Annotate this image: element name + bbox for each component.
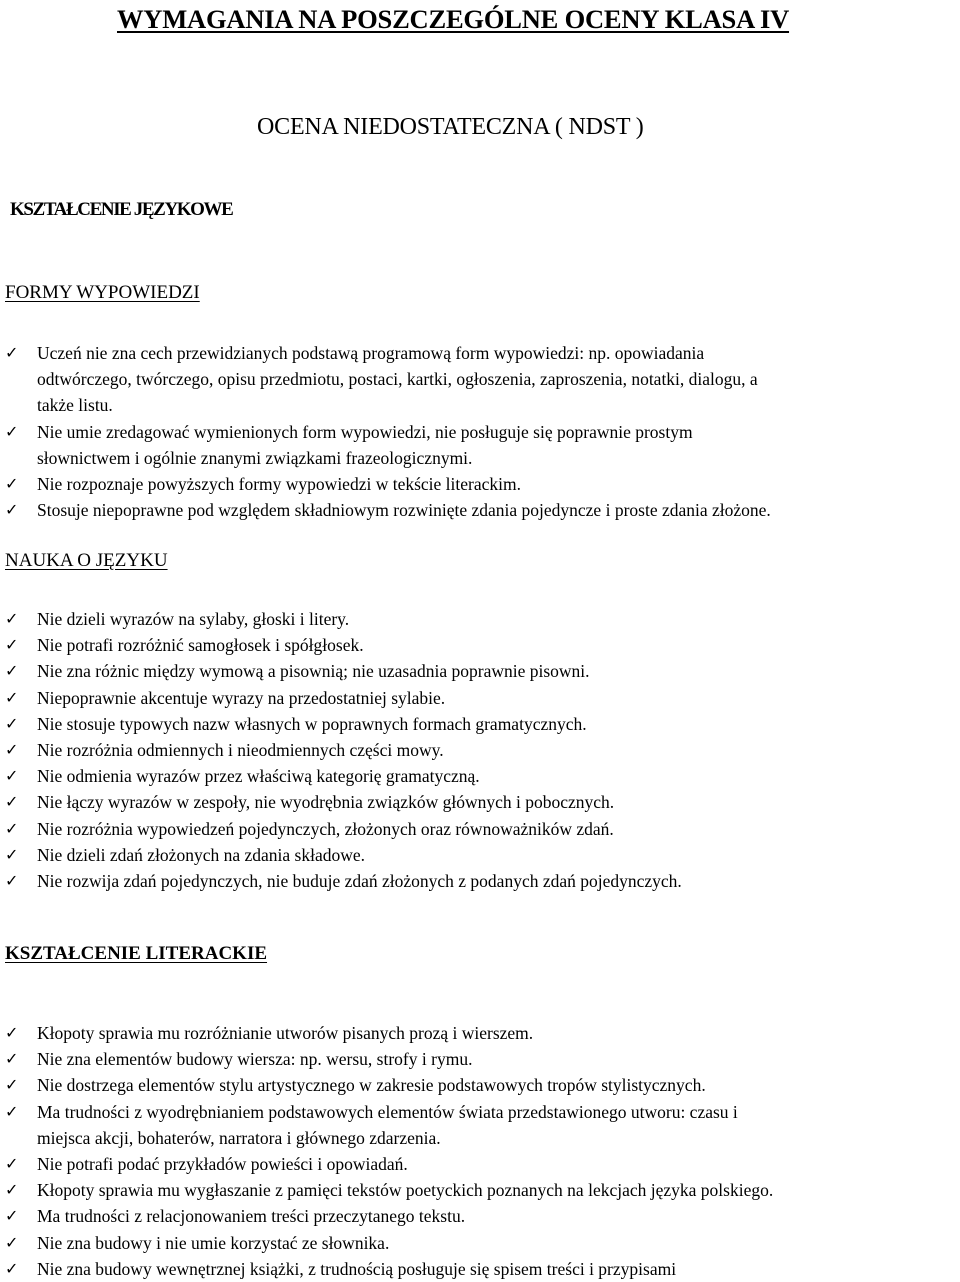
check-icon: ✓: [5, 474, 19, 493]
check-icon: ✓: [5, 1101, 19, 1121]
list-item-line: Kłopoty sprawia mu rozróżnianie utworów pisanych prozą i wierszem.: [37, 1023, 534, 1043]
list-item-line: Nie zna budowy wewnętrznej książki, z trudnością posługuje się spisem treści i przypisami: [37, 1258, 677, 1279]
list-item-line: słownictwem i ogólnie znanymi związkami frazeologicznymi.: [37, 447, 473, 468]
list-item-line: Nie rozróżnia odmiennych i nieodmiennych części mowy.: [37, 740, 444, 760]
check-icon: ✓: [5, 1049, 19, 1069]
list-item-line: Nie rozpoznaje powyższych formy wypowiedzi w tekście literackim.: [37, 474, 521, 494]
check-icon: ✓: [5, 1206, 19, 1226]
check-icon: ✓: [5, 818, 19, 838]
forms-heading: FORMY WYPOWIEDZI: [5, 282, 200, 303]
grade-subtitle: OCENA NIEDOSTATECZNA ( NDST ): [257, 114, 644, 140]
check-icon: ✓: [5, 740, 19, 759]
list-item-text: [37, 1203, 957, 1229]
list-item-text: [37, 632, 957, 658]
check-icon: ✓: [5, 792, 19, 812]
check-icon: ✓: [5, 871, 19, 890]
check-icon: ✓: [5, 1180, 19, 1200]
list-item-text: [37, 497, 957, 523]
list-item-text: [37, 711, 957, 737]
list-item-text: [37, 606, 957, 632]
list-item-text: [37, 737, 957, 763]
list-item-text: [37, 471, 957, 497]
list-item-line: Nie potrafi podać przykładów powieści i opowiadań.: [37, 1154, 408, 1174]
check-icon: ✓: [5, 1023, 19, 1042]
list-item-line: Nie rozróżnia wypowiedzeń pojedynczych, złożonych oraz równoważników zdań.: [37, 818, 614, 839]
list-item-line: Nie odmienia wyrazów przez właściwą kategorię gramatyczną.: [37, 766, 480, 787]
list-item-line: Uczeń nie zna cech przewidzianych podstawą programową form wypowiedzi: np. opowiadania: [37, 343, 705, 363]
list-item-line: Nie dzieli wyrazów na sylaby, głoski i litery.: [37, 609, 350, 629]
section-language-heading: KSZTAŁCENIE JĘZYKOWE: [10, 199, 233, 220]
list-item-text: [37, 1151, 957, 1177]
check-icon: ✓: [5, 500, 19, 520]
check-icon: ✓: [5, 421, 19, 441]
list-item-text: [37, 685, 957, 711]
list-item-line: Stosuje niepoprawne pod względem składniowym rozwinięte zdania pojedyncze i proste zdania złożone.: [37, 500, 771, 521]
list-item-text: [37, 789, 957, 815]
check-icon: ✓: [5, 713, 19, 733]
list-item-line: Nie stosuje typowych nazw własnych w poprawnych formach gramatycznych.: [37, 713, 587, 734]
list-item-text: [37, 1046, 957, 1072]
list-item-text: [37, 340, 957, 418]
list-item-text: [37, 1020, 957, 1046]
list-item-line: Ma trudności z relacjonowaniem treści przeczytanego tekstu.: [37, 1206, 466, 1227]
list-item-line: Nie umie zredagować wymienionych form wypowiedzi, nie posługuje się poprawnie prostym: [37, 421, 693, 442]
list-item-line: Kłopoty sprawia mu wygłaszanie z pamięci tekstów poetyckich poznanych na lekcjach języka polskiego.: [37, 1180, 774, 1201]
list-item-line: Nie zna elementów budowy wiersza: np. wersu, strofy i rymu.: [37, 1049, 473, 1070]
list-item-line: Nie dzieli zdań złożonych na zdania składowe.: [37, 844, 365, 865]
list-item-text: [37, 763, 957, 789]
check-icon: ✓: [5, 1075, 19, 1095]
list-item-line: Nie zna różnic między wymową a pisownią; nie uzasadnia poprawnie pisowni.: [37, 661, 590, 682]
check-icon: ✓: [5, 1154, 19, 1173]
check-icon: ✓: [5, 844, 19, 864]
check-icon: ✓: [5, 766, 19, 786]
page-title: WYMAGANIA NA POSZCZEGÓLNE OCENY KLASA IV: [117, 4, 790, 34]
list-item-line: Nie dostrzega elementów stylu artystycznego w zakresie podstawowych tropów stylistycznych.: [37, 1075, 706, 1096]
list-item-text: [37, 1177, 957, 1203]
check-icon: ✓: [5, 1258, 19, 1278]
list-item-text: [37, 842, 957, 868]
check-icon: ✓: [5, 609, 19, 628]
list-item-line: Nie łączy wyrazów w zespoły, nie wyodrębnia związków głównych i pobocznych.: [37, 792, 615, 813]
list-item-text: [37, 419, 957, 471]
list-item-line: Ma trudności z wyodrębnianiem podstawowych elementów świata przedstawionego utworu: czasu i: [37, 1101, 738, 1122]
list-item-line: Niepoprawnie akcentuje wyrazy na przedostatniej sylabie.: [37, 687, 446, 708]
literature-heading: KSZTAŁCENIE LITERACKIE: [5, 943, 268, 964]
list-item-line: miejsca akcji, bohaterów, narratora i głównego zdarzenia.: [37, 1127, 441, 1148]
list-item-line: Nie potrafi rozróżnić samogłosek i spółgłosek.: [37, 635, 364, 656]
check-icon: ✓: [5, 687, 19, 707]
list-item-text: [37, 868, 957, 894]
check-icon: ✓: [5, 661, 19, 681]
list-item-text: [37, 1230, 957, 1256]
list-item-line: Nie rozwija zdań pojedynczych, nie buduje zdań złożonych z podanych zdań pojedynczych.: [37, 871, 682, 891]
list-item-text: [37, 658, 957, 684]
list-item-text: [37, 816, 957, 842]
list-item-line: Nie zna budowy i nie umie korzystać ze słownika.: [37, 1232, 390, 1253]
check-icon: ✓: [5, 343, 19, 362]
list-item-text: [37, 1072, 957, 1098]
list-item-line: także listu.: [37, 395, 113, 415]
grammar-heading: NAUKA O JĘZYKU: [5, 550, 168, 571]
list-item-line: odtwórczego, twórczego, opisu przedmiotu, postaci, kartki, ogłoszenia, zaproszenia, notatki, dialogu, a: [37, 369, 758, 389]
check-icon: ✓: [5, 635, 19, 655]
list-item-text: [37, 1099, 957, 1151]
check-icon: ✓: [5, 1232, 19, 1252]
